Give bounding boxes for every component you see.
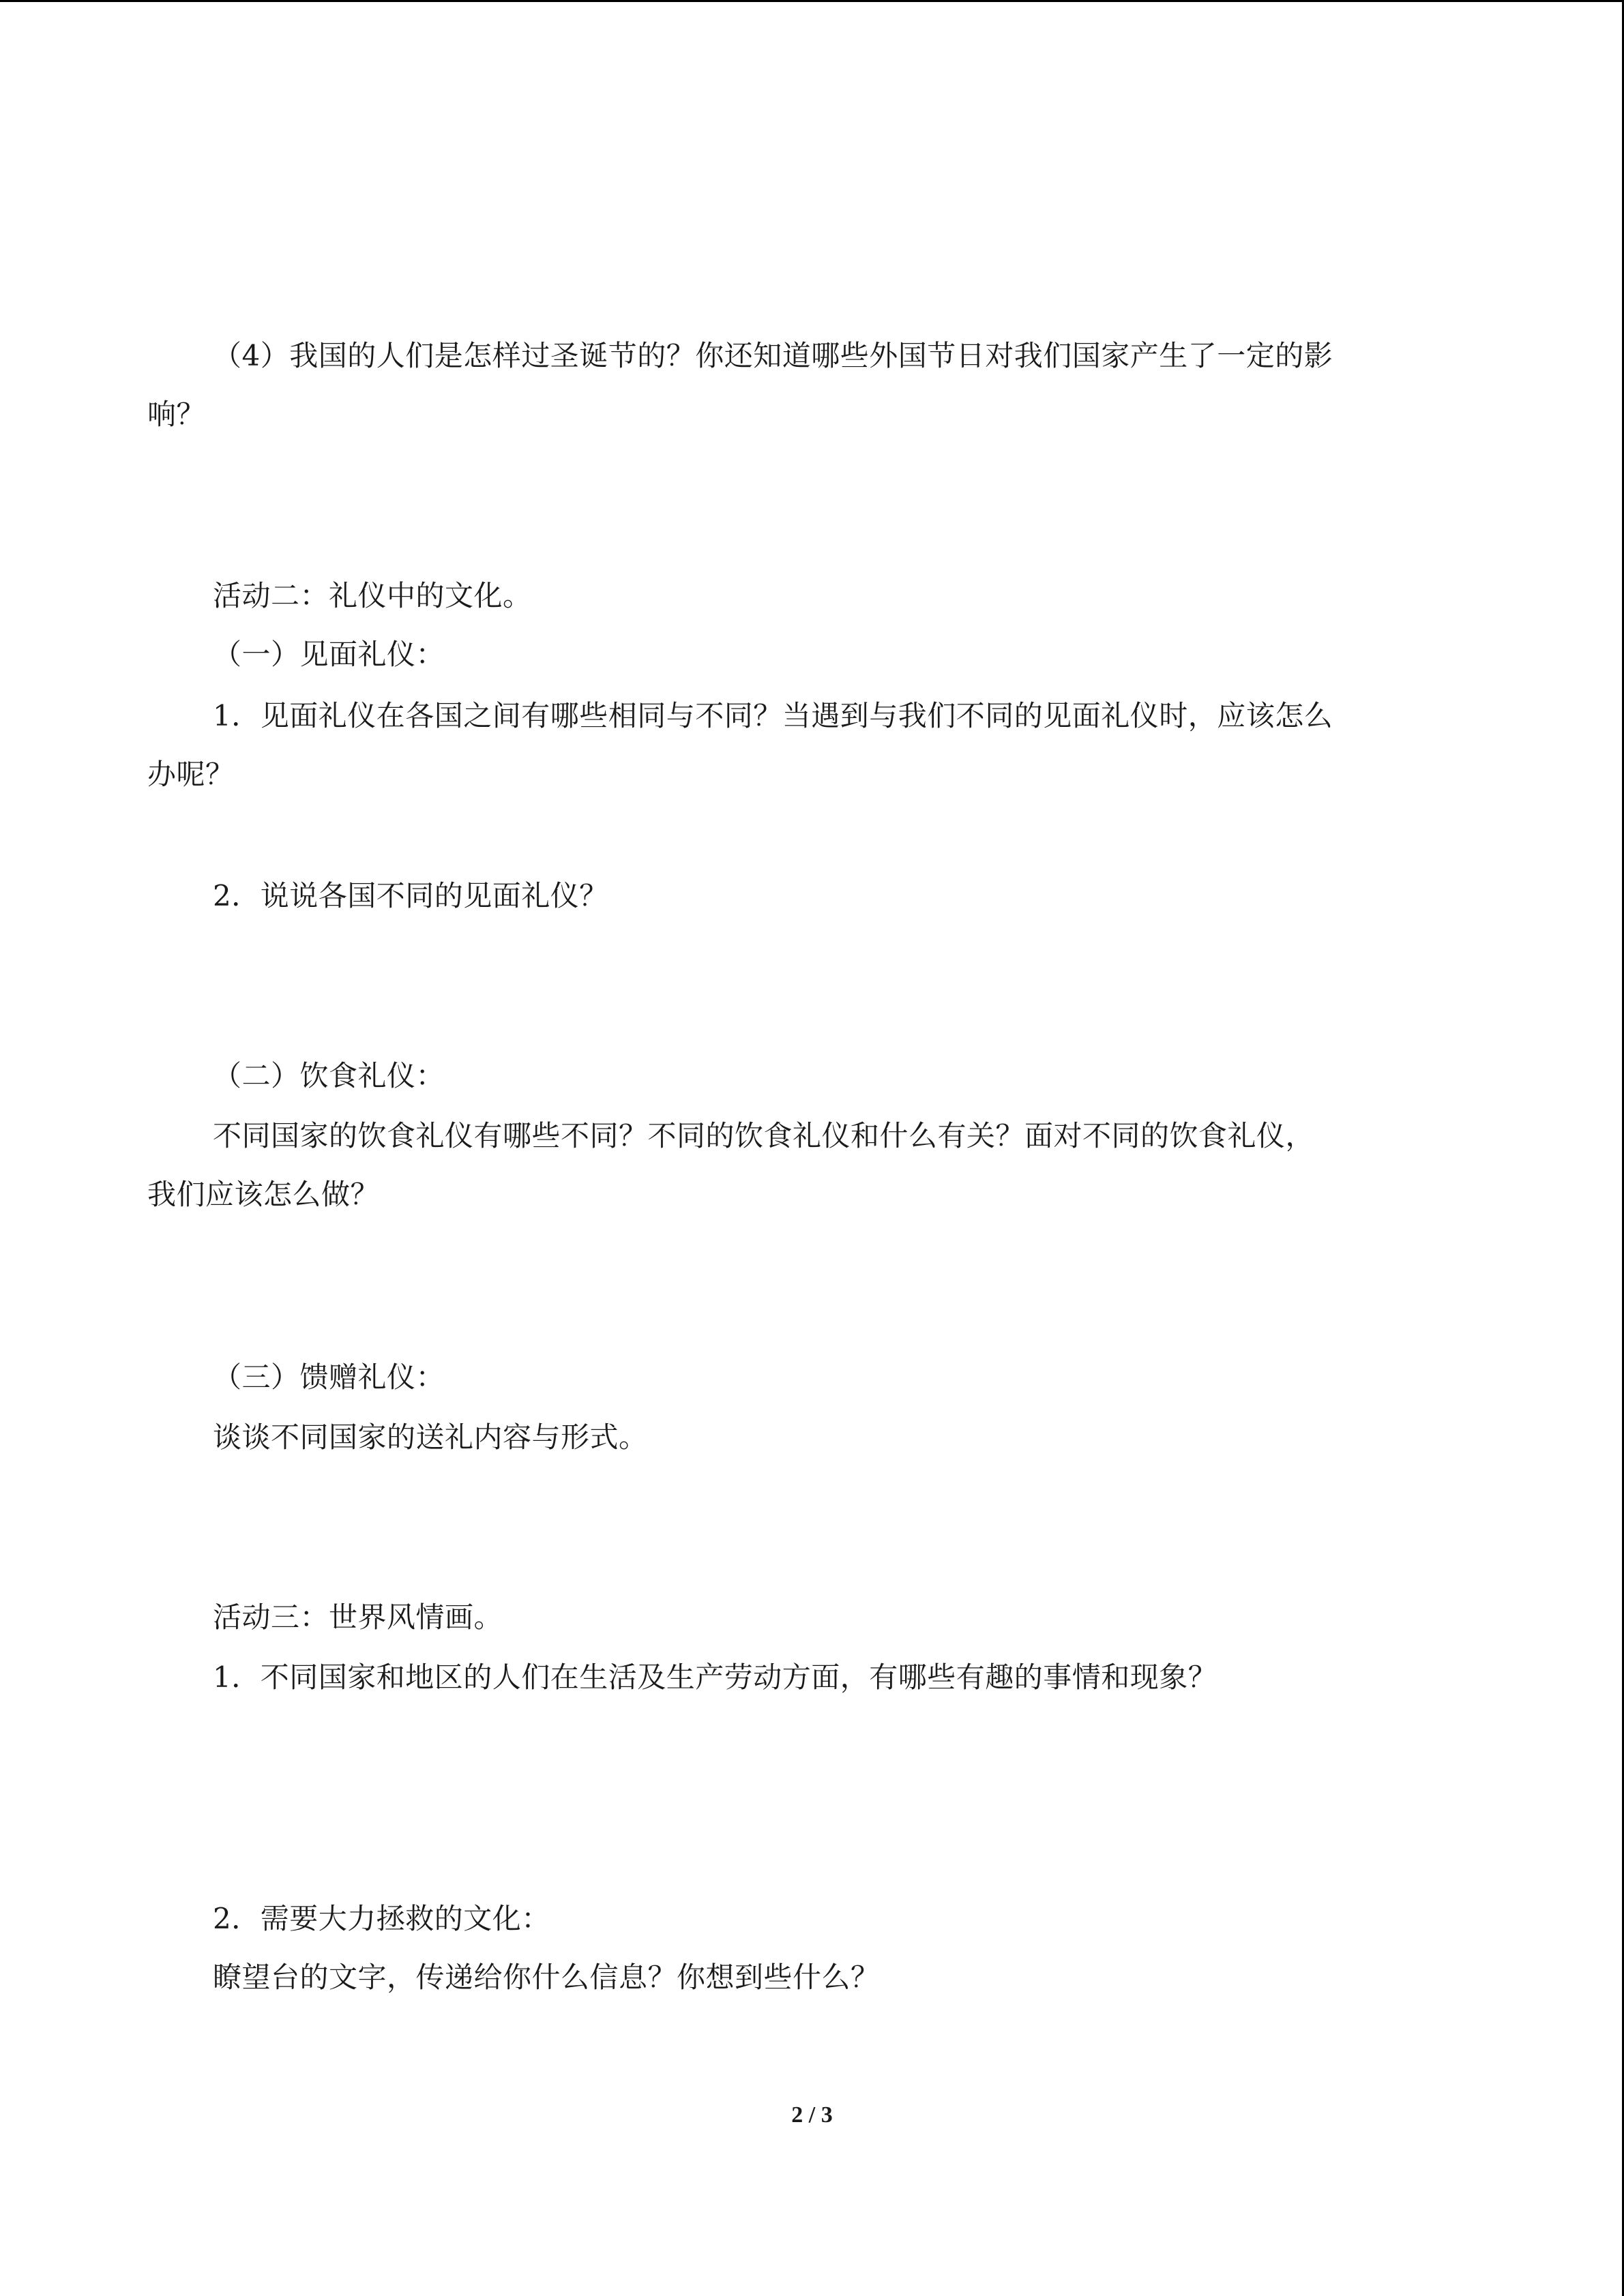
section-3-heading: （三）馈赠礼仪： [213, 1360, 445, 1394]
section-1-question-1-line-2: 办呢？ [147, 758, 235, 791]
section-1-heading: （一）见面礼仪： [213, 638, 445, 671]
section-1-question-2: 2．说说各国不同的见面礼仪？ [213, 879, 608, 912]
section-2-question-line-1: 不同国家的饮食礼仪有哪些不同？不同的饮食礼仪和什么有关？面对不同的饮食礼仪， [213, 1119, 1315, 1152]
section-2-heading: （二）饮食礼仪： [213, 1059, 445, 1092]
section-3-question: 谈谈不同国家的送礼内容与形式。 [213, 1420, 648, 1454]
activity-3-question-1: 1．不同国家和地区的人们在生活及生产劳动方面，有哪些有趣的事情和现象？ [213, 1660, 1217, 1694]
question-4-line-2: 响？ [147, 398, 206, 431]
page-border-top [0, 0, 1624, 2]
question-4-line-1: （4）我国的人们是怎样过圣诞节的？你还知道哪些外国节日对我们国家产生了一定的影 [213, 339, 1333, 372]
activity-2-heading: 活动二：礼仪中的文化。 [213, 579, 532, 612]
page-number: 2 / 3 [791, 2102, 833, 2128]
activity-3-heading: 活动三：世界风情画。 [213, 1600, 503, 1634]
section-2-question-line-2: 我们应该怎么做？ [147, 1178, 380, 1211]
activity-3-question-2-text: 瞭望台的文字，传递给你什么信息？你想到些什么？ [213, 1960, 880, 1994]
activity-3-question-2-heading: 2．需要大力拯救的文化： [213, 1902, 550, 1935]
section-1-question-1-line-1: 1．见面礼仪在各国之间有哪些相同与不同？当遇到与我们不同的见面礼仪时，应该怎么 [213, 699, 1333, 732]
